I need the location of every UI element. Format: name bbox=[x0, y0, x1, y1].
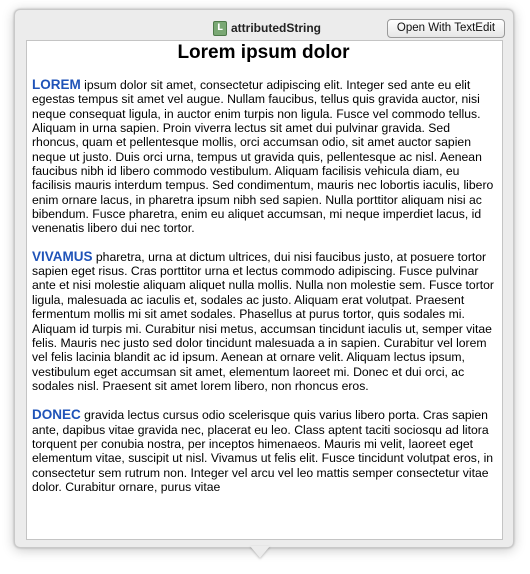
open-with-textedit-button[interactable]: Open With TextEdit bbox=[387, 19, 505, 38]
quicklook-popover bbox=[14, 9, 514, 548]
popover-title: attributedString bbox=[231, 21, 321, 35]
popover-title-group bbox=[213, 20, 321, 36]
paragraph-lead-word: LOREM bbox=[32, 77, 81, 92]
popover-header bbox=[15, 10, 513, 37]
paragraph bbox=[32, 78, 495, 236]
quicklook-type-icon: L bbox=[213, 21, 227, 36]
document-view[interactable] bbox=[26, 40, 503, 540]
paragraph-text: pharetra, urna at dictum ultrices, dui nisi faucibus justo, at posuere tortor sapien eget risus. Cras porttitor urna et lectus commodo adipiscing. Fusce pulvinar ante et nisi molestie aliquam aliquet nulla mollis. Nulla non molestie sem. Fusce tortor ligula, malesuada ac iaculis et, sodales ac justo. Aliquam erat volutpat. Praesent fermentum mollis mi sit amet sodales. Phasellus at purus tortor, quis sodales mi. Aliquam id turpis mi. Curabitur nisi metus, accumsan tincidunt iaculis ut, semper vitae felis. Mauris nec justo sed dolor tincidunt malesuada a in sapien. Curabitur vel lorem vel felis lacinia blandit ac id ipsum. Aenean at ornare velit. Aliquam lectus ipsum, vestibulum eget accumsan sit amet, elementum laoreet mi. Donec et dui orci, ac sodales nisl. Praesent sit amet lorem libero, non rhoncus eros. bbox=[32, 249, 494, 393]
paragraph-text: ipsum dolor sit amet, consectetur adipiscing elit. Integer sed ante eu elit egestas tempus sit amet vel augue. Nullam faucibus, tellus quis gravida auctor, nisi neque consequat ligula, in auctor enim turpis non ligula. Fusce vel commodo tellus. Aliquam in urna sapien. Proin viverra lectus sit amet dui pulvinar gravida. Sed rhoncus, quam et pellentesque mollis, orci accumsan odio, sit amet auctor sapien neque ut justo. Duis orci urna, tempus ut gravida quis, pellentesque ac nisl. Aenean faucibus nibh id libero commodo vestibulum. Aliquam facilisis vehicula diam, eu facilisis mauris interdum tempus. Sed condimentum, mauris nec lobortis iaculis, libero enim ornare lacus, in pharetra ipsum nibh sed sapien. Nulla porttitor aliquam nisi ac bibendum. Fusce pharetra, enim eu aliquet accumsan, mi neque imperdiet lacus, id venenatis libero dui nec tortor. bbox=[32, 78, 494, 236]
paragraph-lead-word: VIVAMUS bbox=[32, 248, 93, 264]
paragraph-text: gravida lectus cursus odio scelerisque quis varius libero porta. Cras sapien ante, dapibus vitae gravida nec, placerat eu leo. Class aptent taciti sociosqu ad litora torquent per conubia nostra, per inceptos himenaeos. Mauris mi velit, laoreet eget elementum vitae, suscipit ut nisl. Vivamus ut felis elit. Fusce tincidunt volutpat eros, in consectetur sem rutrum non. Integer vel arcu vel leo mattis semper consectetur vitae dolor. Curabitur ornare, purus vitae bbox=[32, 408, 494, 494]
document-title: Lorem ipsum dolor bbox=[177, 42, 350, 63]
paragraph-lead-word: DONEC bbox=[32, 407, 81, 423]
paragraph bbox=[32, 250, 495, 393]
paragraph bbox=[32, 408, 495, 494]
popover-arrow bbox=[250, 546, 270, 558]
document-body bbox=[27, 41, 502, 494]
